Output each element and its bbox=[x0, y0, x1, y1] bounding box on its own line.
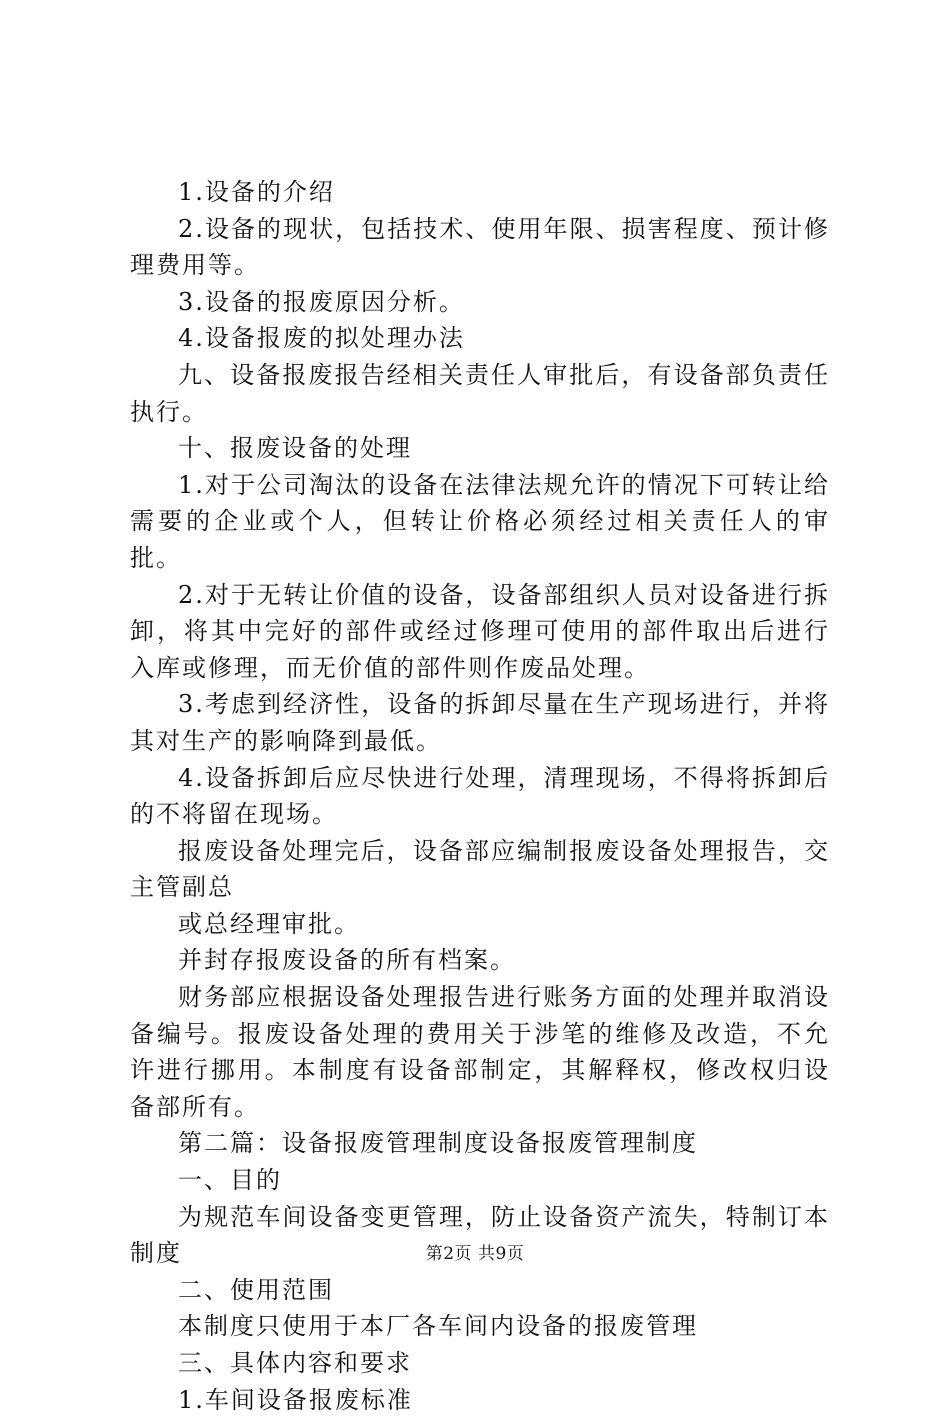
section-heading: 一、目的 bbox=[178, 1166, 282, 1195]
paragraph: 十、报废设备的处理 bbox=[178, 434, 412, 463]
paragraph: 1.对于公司淘汰的设备在法律法规允许的情况下可转让给需要的企业或个人，但转让价格必须经过相关责任人的审批。 bbox=[130, 470, 830, 572]
document-body bbox=[130, 174, 830, 1418]
paragraph: 1.设备的介绍 bbox=[178, 178, 335, 206]
paragraph: 财务部应根据设备处理报告进行账务方面的处理并取消设备编号。报废设备处理的费用关于涉笔的维修及改造，不允许进行挪用。本制度有设备部制定，其解释权，修改权归设备部所有。 bbox=[130, 983, 830, 1121]
paragraph: 2.设备的现状，包括技术、使用年限、损害程度、预计修理费用等。 bbox=[130, 214, 830, 280]
paragraph: 1.车间设备报废标准 bbox=[178, 1385, 413, 1414]
paragraph: 4.设备报废的拟处理办法 bbox=[178, 324, 465, 353]
paragraph: 4.设备拆卸后应尽快进行处理，清理现场，不得将拆卸后的不将留在现场。 bbox=[130, 763, 830, 829]
paragraph: 为规范车间设备变更管理，防止设备资产流失，特制订本制度 bbox=[130, 1202, 830, 1268]
section-heading: 二、使用范围 bbox=[178, 1275, 334, 1304]
paragraph: 2.对于无转让价值的设备，设备部组织人员对设备进行拆卸，将其中完好的部件或经过修理可使用的部件取出后进行入库或修理，而无价值的部件则作废品处理。 bbox=[130, 580, 830, 682]
section-heading: 三、具体内容和要求 bbox=[178, 1349, 412, 1377]
paragraph: 3.考虑到经济性，设备的拆卸尽量在生产现场进行，并将其对生产的影响降到最低。 bbox=[130, 690, 830, 755]
paragraph: 3.设备的报废原因分析。 bbox=[178, 287, 465, 316]
paragraph: 九、设备报废报告经相关责任人审批后，有设备部负责任执行。 bbox=[130, 360, 830, 426]
paragraph: 本制度只使用于本厂各车间内设备的报废管理 bbox=[178, 1312, 698, 1341]
paragraph: 或总经理审批。 bbox=[178, 909, 360, 938]
page-number-footer: 第2页 共9页 bbox=[425, 1244, 525, 1264]
paragraph: 报废设备处理完后，设备部应编制报废设备处理报告，交主管副总 bbox=[130, 836, 830, 902]
paragraph: 并封存报废设备的所有档案。 bbox=[178, 946, 516, 975]
section-heading: 第二篇：设备报废管理制度设备报废管理制度 bbox=[178, 1129, 698, 1158]
